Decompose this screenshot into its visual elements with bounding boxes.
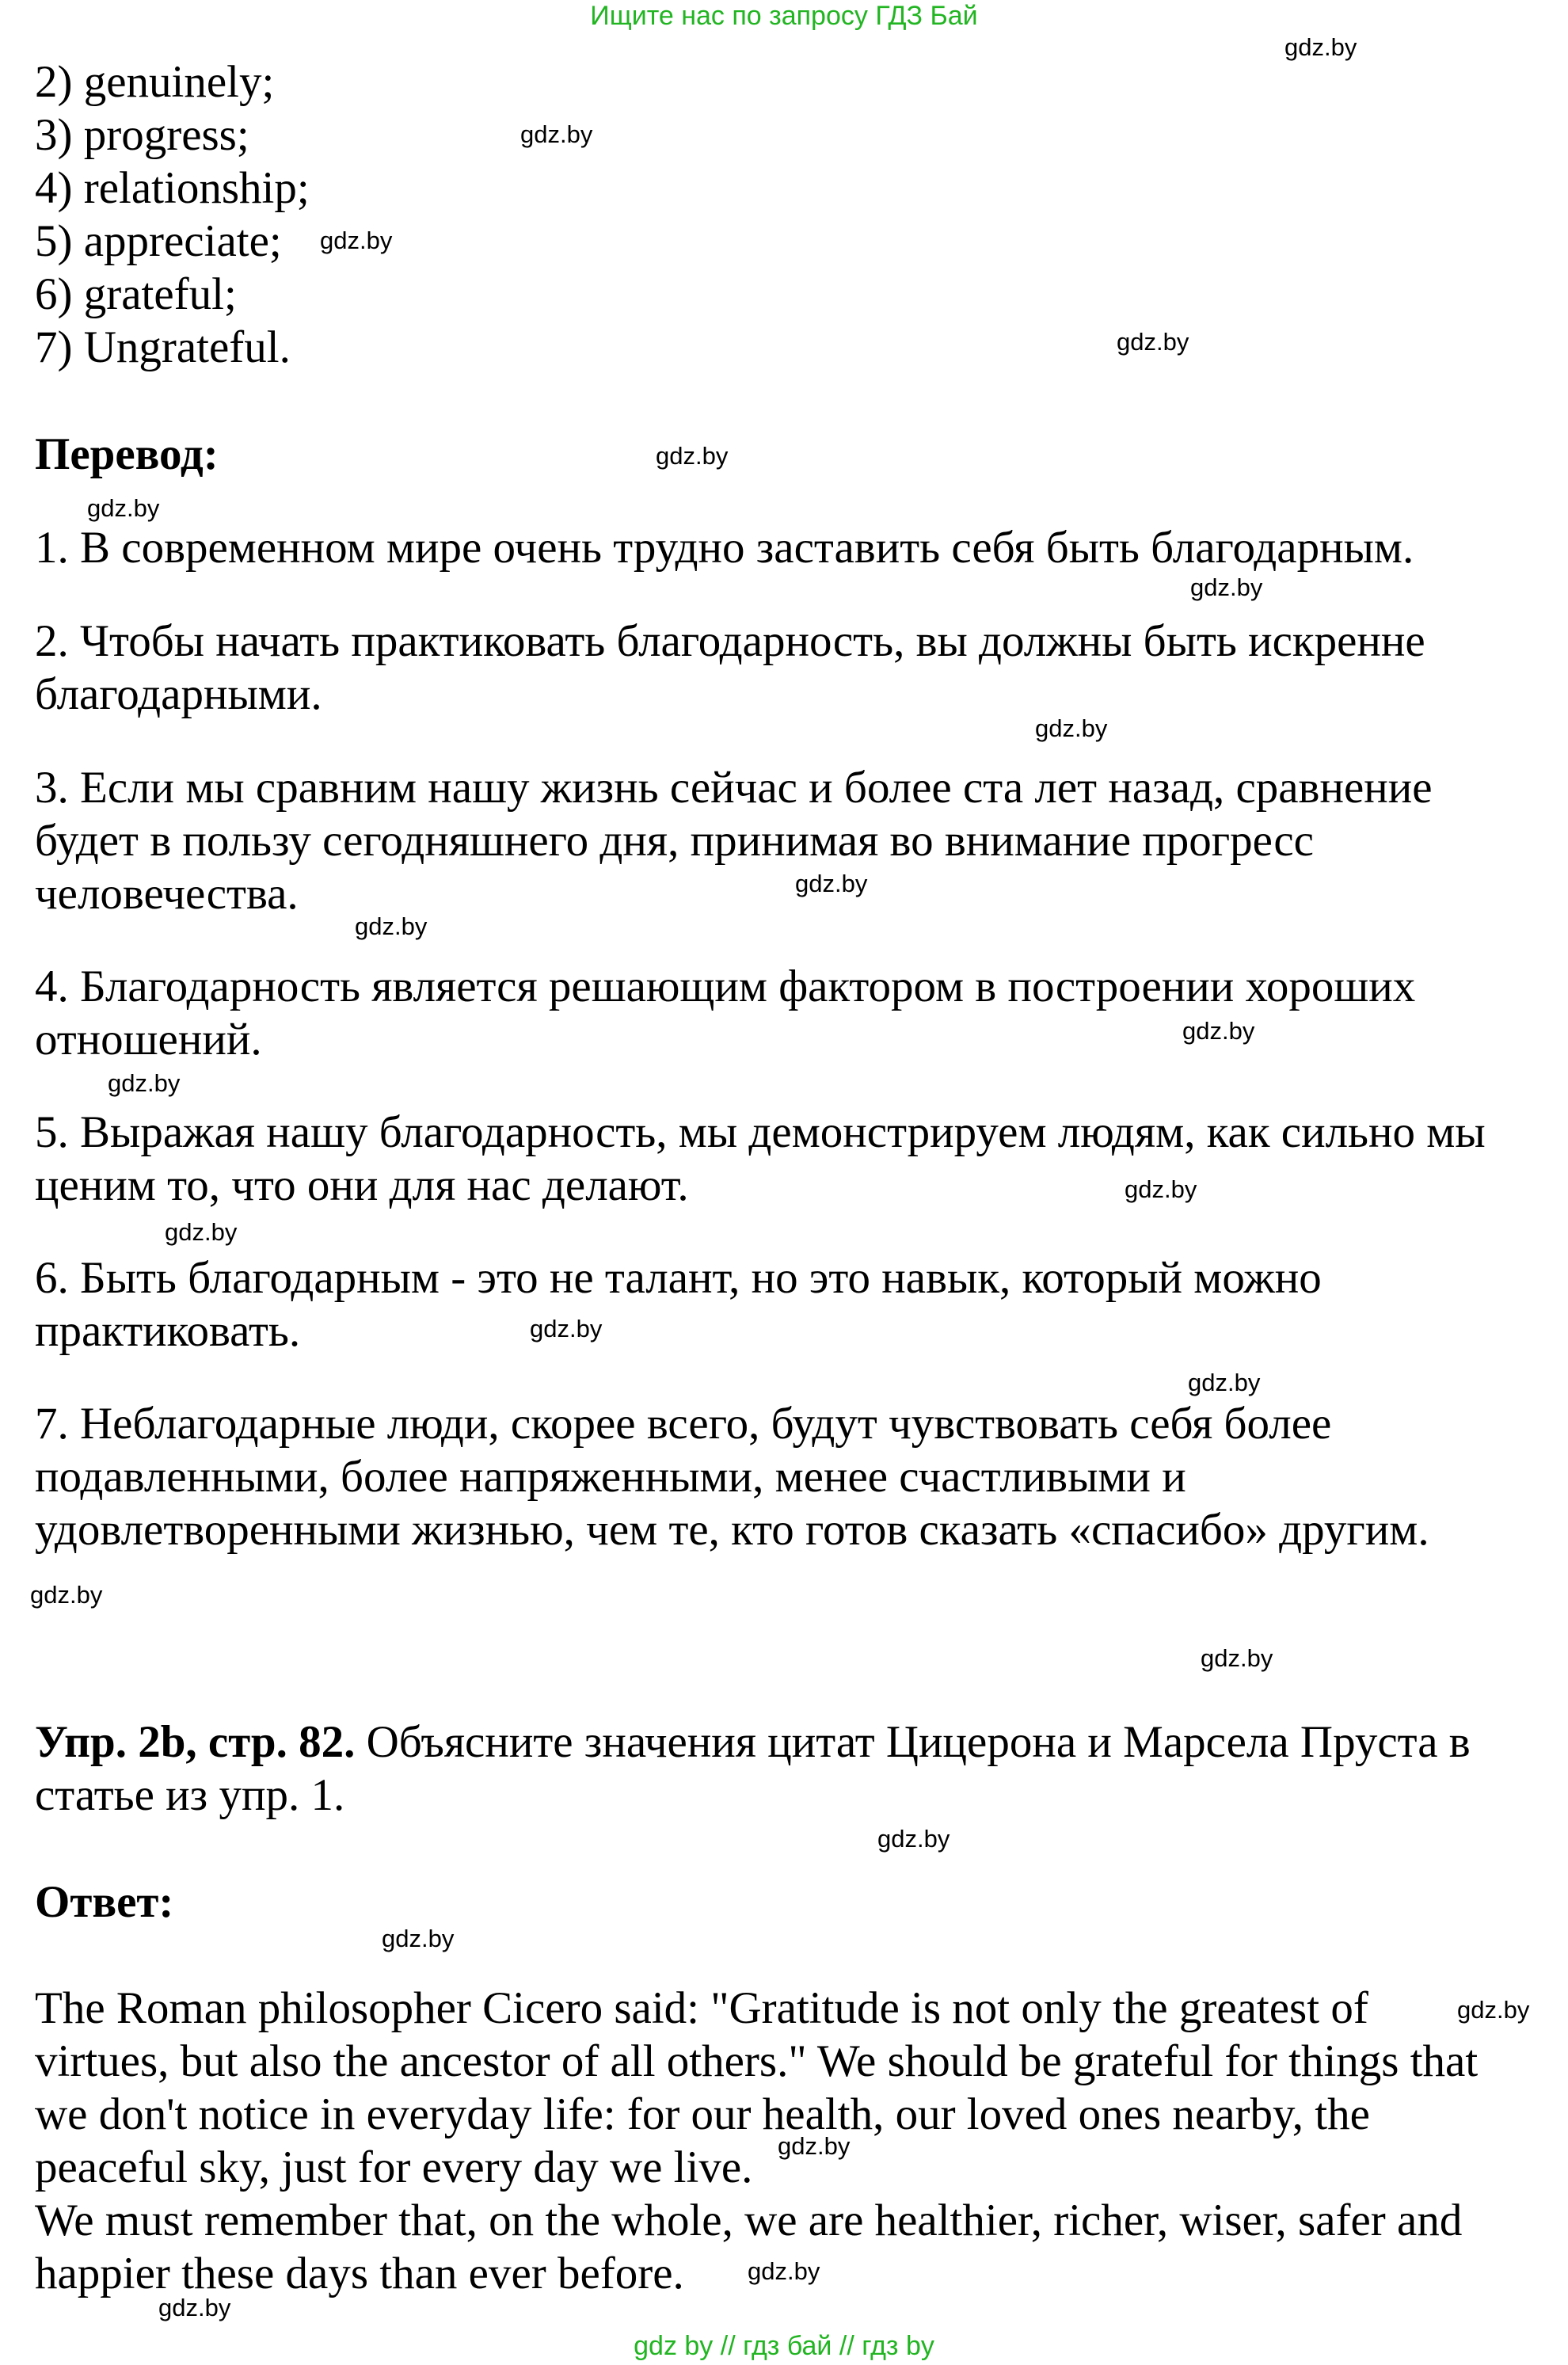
watermark: gdz.by [520, 120, 593, 148]
watermark: gdz.by [355, 912, 428, 940]
watermark: gdz.by [1035, 714, 1108, 742]
watermark: gdz.by [1182, 1017, 1255, 1045]
translation-item-6: 6. Быть благодарным - это не талант, но это навык, который можно практиковать. [35, 1253, 1322, 1356]
watermark: gdz.by [108, 1069, 181, 1097]
watermark: gdz.by [1284, 33, 1357, 61]
watermark: gdz.by [795, 870, 868, 897]
watermark: gdz.by [382, 1925, 455, 1952]
translation-item-2: 2. Чтобы начать практиковать благодарность, вы должны быть искренне благодарными. [35, 616, 1425, 719]
watermark: gdz.by [1457, 1996, 1530, 2024]
translation-item-4: 4. Благодарность является решающим фактором в построении хороших отношений. [35, 962, 1416, 1064]
watermark: gdz.by [1125, 1175, 1197, 1203]
watermark: gdz.by [1201, 1644, 1273, 1672]
watermark: gdz.by [1117, 328, 1189, 356]
list-item: 5) appreciate; [35, 216, 282, 266]
answer-paragraph-1: The Roman philosopher Cicero said: "Gratitude is not only the greatest of virtues, but also the ancestor of all others." We should be grateful for things that we don't notice in everyday life: for our health, our loved ones nearby, the peaceful sky, just for every day we live. [35, 1983, 1479, 2192]
exercise-task: Объясните значения цитат Цицерона и Марсела Пруста в статье из упр. 1. [35, 1717, 1471, 1820]
translation-item-7: 7. Неблагодарные люди, скорее всего, будут чувствовать себя более подавленными, более напряженными, менее счастливыми и удовлетворенными жизнью, чем те, кто готов сказать «спасибо» другим. [35, 1399, 1429, 1555]
watermark: gdz.by [1190, 573, 1263, 601]
exercise-heading [35, 1716, 1532, 1822]
watermark: gdz.by [158, 2294, 231, 2321]
exercise-label: Упр. 2b, стр. 82. [35, 1717, 356, 1767]
watermark: gdz.by [530, 1315, 603, 1342]
watermark: gdz.by [320, 227, 393, 254]
list-item: 4) relationship; [35, 163, 310, 213]
top-banner: Ищите нас по запросу ГДЗ Бай [590, 1, 978, 31]
watermark: gdz.by [1188, 1369, 1261, 1396]
footer-links: gdz by // гдз бай // гдз by [634, 2331, 934, 2361]
watermark: gdz.by [656, 442, 729, 470]
translation-item-5: 5. Выражая нашу благодарность, мы демонстрируем людям, как сильно мы ценим то, что они для нас делают. [35, 1107, 1486, 1210]
translation-item-3: 3. Если мы сравним нашу жизнь сейчас и более ста лет назад, сравнение будет в пользу сегодняшнего дня, принимая во внимание прогресс человечества. [35, 763, 1433, 919]
translation-item-1: 1. В современном мире очень трудно заставить себя быть благодарным. [35, 523, 1414, 573]
answer-heading: Ответ: [35, 1877, 174, 1927]
answer-paragraph-2: We must remember that, on the whole, we are healthier, richer, wiser, safer and happier these days than ever before. [35, 2196, 1463, 2298]
translation-heading: Перевод: [35, 429, 219, 479]
list-item: 2) genuinely; [35, 57, 275, 107]
watermark: gdz.by [30, 1581, 103, 1609]
list-item: 7) Ungrateful. [35, 322, 291, 372]
list-item: 6) grateful; [35, 269, 237, 319]
watermark: gdz.by [877, 1825, 950, 1853]
list-item: 3) progress; [35, 110, 249, 160]
watermark: gdz.by [87, 494, 160, 522]
watermark: gdz.by [748, 2257, 820, 2285]
watermark: gdz.by [778, 2132, 851, 2160]
watermark: gdz.by [165, 1218, 238, 1246]
